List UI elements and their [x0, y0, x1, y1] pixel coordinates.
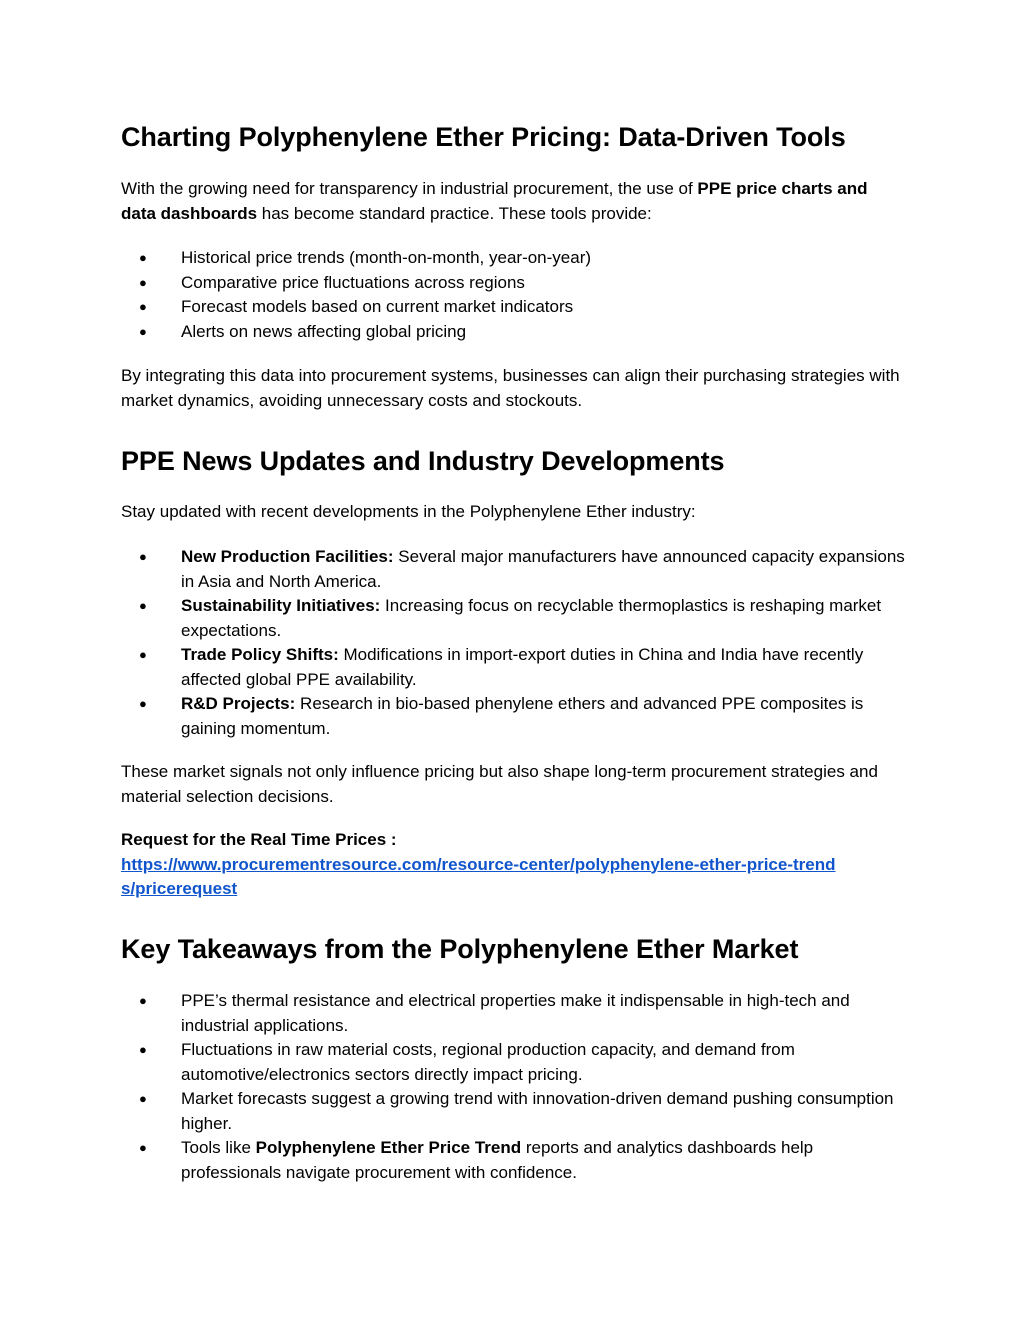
section-heading-takeaways: Key Takeaways from the Polyphenylene Ether Market [121, 934, 799, 964]
bullet-icon: ● [139, 696, 147, 711]
list-item-text: Research in bio-based phenylene ethers and advanced PPE composites is gaining momentum. [181, 694, 864, 738]
price-request-link-block[interactable] [121, 853, 906, 902]
bullet-icon: ● [139, 1042, 147, 1057]
bullet-icon: ● [139, 549, 147, 564]
list-item-bold: Trade Policy Shifts: [181, 645, 339, 664]
list-item-text-end: reports and analytics dashboards help professionals navigate procurement with confidence. [181, 1138, 814, 1182]
list-item [121, 295, 906, 320]
list-item [121, 545, 906, 594]
list-item [121, 1136, 906, 1185]
bullet-icon: ● [139, 1140, 147, 1155]
charting-intro-bold: PPE price charts and data dashboards [121, 179, 868, 223]
bullet-icon: ● [139, 1091, 147, 1106]
bullet-icon: ● [139, 993, 147, 1008]
list-item-text: Modifications in import-export duties in China and India have recently affected global PPE availability. [181, 645, 864, 689]
price-request-link-line2[interactable]: s/pricerequest [121, 879, 238, 898]
list-item [121, 1038, 906, 1087]
news-bullet-list [121, 545, 906, 741]
list-item [121, 989, 906, 1038]
list-item-text: Tools like [181, 1138, 256, 1157]
charting-intro-text: With the growing need for transparency in industrial procurement, the use of [121, 179, 698, 198]
charting-bullet-list [121, 246, 906, 344]
news-intro-paragraph: Stay updated with recent developments in the Polyphenylene Ether industry: [121, 502, 696, 521]
list-item-text: Historical price trends (month-on-month, year-on-year) [181, 248, 592, 267]
list-item-text: Increasing focus on recyclable thermoplastics is reshaping market expectations. [181, 596, 882, 640]
list-item [121, 692, 906, 741]
list-item-text: Market forecasts suggest a growing trend with innovation-driven demand pushing consumption higher. [181, 1089, 894, 1133]
list-item-text: PPE’s thermal resistance and electrical properties make it indispensable in high-tech and industrial applications. [181, 991, 850, 1035]
bullet-icon: ● [139, 598, 147, 613]
list-item-text: Comparative price fluctuations across regions [181, 272, 525, 292]
list-item-text: Fluctuations in raw material costs, regional production capacity, and demand from automotive/electronics sectors directly impact pricing. [181, 1040, 795, 1084]
bullet-icon: ● [139, 299, 147, 314]
price-request-link-line1[interactable]: https://www.procurementresource.com/resource-center/polyphenylene-ether-price-trend [121, 854, 836, 874]
bullet-icon: ● [139, 274, 147, 290]
list-item-text: Forecast models based on current market indicators [181, 297, 574, 316]
price-request-link[interactable] [121, 855, 835, 899]
news-closing-paragraph: These market signals not only influence pricing but also shape long-term procurement strategies and material selection decisions. [121, 762, 878, 806]
list-item-text: Several major manufacturers have announced capacity expansions in Asia and North America. [181, 547, 905, 591]
bullet-icon: ● [139, 250, 147, 265]
list-item-bold: New Production Facilities: [181, 547, 394, 566]
section-heading-news: PPE News Updates and Industry Developments [121, 446, 725, 476]
list-item [121, 271, 906, 296]
charting-intro-paragraph [121, 177, 906, 226]
list-item [121, 246, 906, 271]
list-item-text: Alerts on news affecting global pricing [181, 321, 467, 341]
bullet-icon: ● [139, 323, 147, 339]
section-heading-charting: Charting Polyphenylene Ether Pricing: Data-Driven Tools [121, 122, 846, 152]
list-item [121, 1087, 906, 1136]
bullet-icon: ● [139, 647, 147, 662]
charting-closing-paragraph: By integrating this data into procurement systems, businesses can align their purchasing strategies with market dynamics, avoiding unnecessary costs and stockouts. [121, 366, 900, 410]
charting-intro-text-end: has become standard practice. These tools provide: [257, 203, 652, 223]
list-item [121, 643, 906, 692]
list-item-bold: Polyphenylene Ether Price Trend [255, 1138, 522, 1157]
list-item-bold: Sustainability Initiatives: [181, 596, 381, 615]
list-item-bold: R&D Projects: [181, 694, 296, 713]
takeaways-bullet-list [121, 989, 906, 1185]
price-request-label: Request for the Real Time Prices : [121, 830, 397, 849]
list-item [121, 320, 906, 345]
list-item [121, 594, 906, 643]
